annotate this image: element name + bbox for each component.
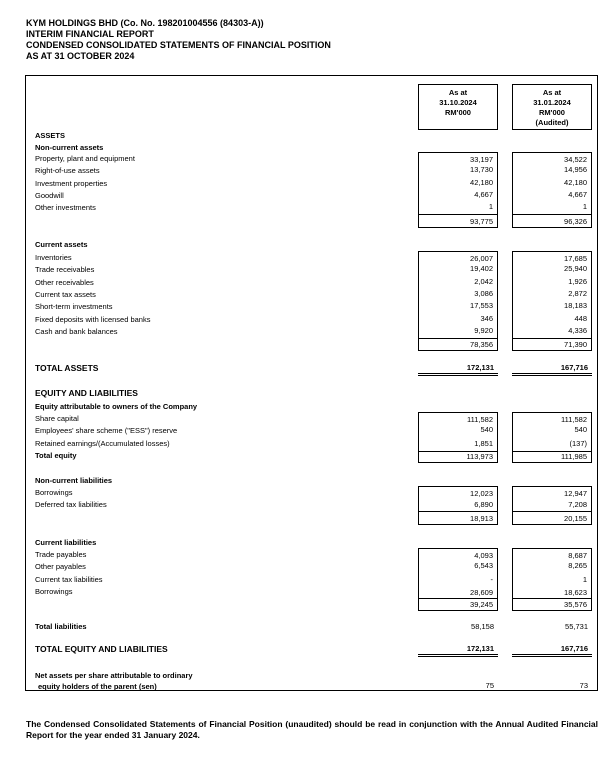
value-current-liabilities-total-current: 39,245: [418, 598, 498, 611]
value-current-tax-assets-current: 3,086: [418, 289, 498, 301]
value-total-assets-prior: 167,716: [512, 363, 592, 376]
value-current-tax-liabilities-current: -: [418, 574, 498, 587]
value-non-current-liabilities-total-prior: 20,155: [512, 511, 592, 525]
value-nav-current: 75: [485, 681, 494, 690]
row-label-cash-and-bank: Cash and bank balances: [35, 327, 118, 336]
row-label-trade-payables: Trade payables: [35, 550, 87, 559]
value-retained-earnings-prior: (137): [512, 438, 592, 451]
value-current-assets-total-current: 78,356: [418, 338, 498, 351]
value-cash-and-bank-prior: 4,336: [512, 326, 592, 338]
value-fixed-deposits-current: 346: [418, 313, 498, 326]
row-label-fixed-deposits: Fixed deposits with licensed banks: [35, 315, 151, 324]
value-trade-receivables-prior: 25,940: [512, 264, 592, 276]
value-total-assets-current: 172,131: [418, 363, 498, 376]
row-label-current-tax-liabilities: Current tax liabilities: [35, 575, 103, 584]
value-total-equity-current: 113,973: [418, 451, 498, 463]
value-short-term-investments-current: 17,553: [418, 301, 498, 313]
value-borrowings-current-current: 28,609: [418, 587, 498, 598]
row-label-inventories: Inventories: [35, 253, 72, 262]
col1-line1: As at: [448, 88, 468, 97]
row-label-investment-properties: Investment properties: [35, 179, 108, 188]
heading-total-equity-and-liabilities: TOTAL EQUITY AND LIABILITIES: [35, 644, 168, 654]
value-goodwill-current: 4,667: [418, 190, 498, 202]
value-total-liabilities-current: 58,158: [471, 622, 494, 631]
value-current-tax-assets-prior: 2,872: [512, 289, 592, 301]
value-trade-payables-prior: 8,687: [512, 548, 592, 561]
heading-equity-attributable: Equity attributable to owners of the Company: [35, 402, 198, 411]
row-label-rou: Right-of-use assets: [35, 166, 100, 175]
value-total-liabilities-prior: 55,731: [565, 622, 588, 631]
heading-non-current-liabilities: Non-current liabilities: [35, 476, 113, 485]
row-label-current-tax-assets: Current tax assets: [35, 290, 96, 299]
row-label-retained-earnings: Retained earnings/(Accumulated losses): [35, 439, 170, 448]
value-non-current-liabilities-total-current: 18,913: [418, 511, 498, 525]
heading-nav-line1: Net assets per share attributable to ordinary: [35, 671, 193, 680]
value-current-tax-liabilities-prior: 1: [512, 574, 592, 587]
value-borrowings-non-current-current: 12,023: [418, 486, 498, 499]
heading-total-assets: TOTAL ASSETS: [35, 363, 99, 373]
col2-line1: As at: [542, 88, 562, 97]
value-ess-reserve-current: 540: [418, 425, 498, 438]
row-label-short-term-investments: Short-term investments: [35, 302, 113, 311]
value-deferred-tax-prior: 7,208: [512, 499, 592, 511]
value-cash-and-bank-current: 9,920: [418, 326, 498, 338]
heading-current-assets: Current assets: [35, 240, 88, 249]
heading-assets: ASSETS: [35, 131, 66, 140]
statement-title: CONDENSED CONSOLIDATED STATEMENTS OF FINANCIAL POSITION: [26, 40, 331, 50]
statement-date: AS AT 31 OCTOBER 2024: [26, 51, 135, 61]
value-other-receivables-prior: 1,926: [512, 276, 592, 289]
heading-total-equity: Total equity: [35, 451, 77, 460]
row-label-borrowings-current: Borrowings: [35, 587, 73, 596]
value-short-term-investments-prior: 18,183: [512, 301, 592, 313]
report-title: INTERIM FINANCIAL REPORT: [26, 29, 154, 39]
value-total-equity-and-liabilities-prior: 167,716: [512, 644, 592, 657]
value-inventories-prior: 17,685: [512, 251, 592, 264]
value-ppe-prior: 34,522: [512, 152, 592, 165]
column-header-current: [418, 84, 498, 130]
value-investment-properties-current: 42,180: [418, 177, 498, 190]
row-label-goodwill: Goodwill: [35, 191, 64, 200]
col1-line3: RM'000: [445, 108, 471, 117]
row-label-other-investments: Other investments: [35, 203, 96, 212]
value-total-equity-prior: 111,985: [512, 451, 592, 463]
col2-line3: RM'000: [539, 108, 565, 117]
value-other-investments-prior: 1: [512, 202, 592, 214]
row-label-share-capital: Share capital: [35, 414, 79, 423]
value-fixed-deposits-prior: 448: [512, 313, 592, 326]
row-label-trade-receivables: Trade receivables: [35, 265, 95, 274]
value-other-payables-prior: 8,265: [512, 561, 592, 574]
value-other-investments-current: 1: [418, 202, 498, 214]
value-nav-prior: 73: [579, 681, 588, 690]
value-non-current-assets-total-current: 93,775: [418, 214, 498, 228]
heading-total-liabilities: Total liabilities: [35, 622, 87, 631]
heading-current-liabilities: Current liabilities: [35, 538, 97, 547]
value-retained-earnings-current: 1,851: [418, 438, 498, 451]
company-name: KYM HOLDINGS BHD (Co. No. 198201004556 (84303-A)): [26, 18, 264, 28]
row-label-ppe: Property, plant and equipment: [35, 154, 135, 163]
footnote: The Condensed Consolidated Statements of Financial Position (unaudited) should be read in conjunction with the Annual Audited Financial Report for the year ended 31 January 2024.: [26, 719, 598, 740]
row-label-other-receivables: Other receivables: [35, 278, 94, 287]
value-share-capital-prior: 111,582: [512, 412, 592, 425]
value-share-capital-current: 111,582: [418, 412, 498, 425]
value-borrowings-non-current-prior: 12,947: [512, 486, 592, 499]
column-header-prior: [512, 84, 592, 130]
row-label-borrowings-non-current: Borrowings: [35, 488, 73, 497]
value-other-receivables-current: 2,042: [418, 276, 498, 289]
value-current-assets-total-prior: 71,390: [512, 338, 592, 351]
value-trade-receivables-current: 19,402: [418, 264, 498, 276]
value-trade-payables-current: 4,093: [418, 548, 498, 561]
col2-line4: (Audited): [535, 118, 569, 127]
value-deferred-tax-current: 6,890: [418, 499, 498, 511]
heading-equity-and-liabilities: EQUITY AND LIABILITIES: [35, 388, 138, 398]
value-other-payables-current: 6,543: [418, 561, 498, 574]
heading-nav-line2: equity holders of the parent (sen): [38, 682, 157, 691]
value-total-equity-and-liabilities-current: 172,131: [418, 644, 498, 657]
value-rou-prior: 14,956: [512, 165, 592, 177]
col1-line2: 31.10.2024: [439, 98, 477, 107]
value-investment-properties-prior: 42,180: [512, 177, 592, 190]
value-borrowings-current-prior: 18,623: [512, 587, 592, 598]
value-non-current-assets-total-prior: 96,326: [512, 214, 592, 228]
value-current-liabilities-total-prior: 35,576: [512, 598, 592, 611]
value-goodwill-prior: 4,667: [512, 190, 592, 202]
row-label-other-payables: Other payables: [35, 562, 86, 571]
row-label-ess-reserve: Employees' share scheme ("ESS") reserve: [35, 426, 178, 435]
value-inventories-current: 26,007: [418, 251, 498, 264]
heading-non-current-assets: Non-current assets: [35, 143, 104, 152]
value-ppe-current: 33,197: [418, 152, 498, 165]
value-ess-reserve-prior: 540: [512, 425, 592, 438]
value-rou-current: 13,730: [418, 165, 498, 177]
col2-line2: 31.01.2024: [533, 98, 571, 107]
row-label-deferred-tax: Deferred tax liabilities: [35, 500, 107, 509]
